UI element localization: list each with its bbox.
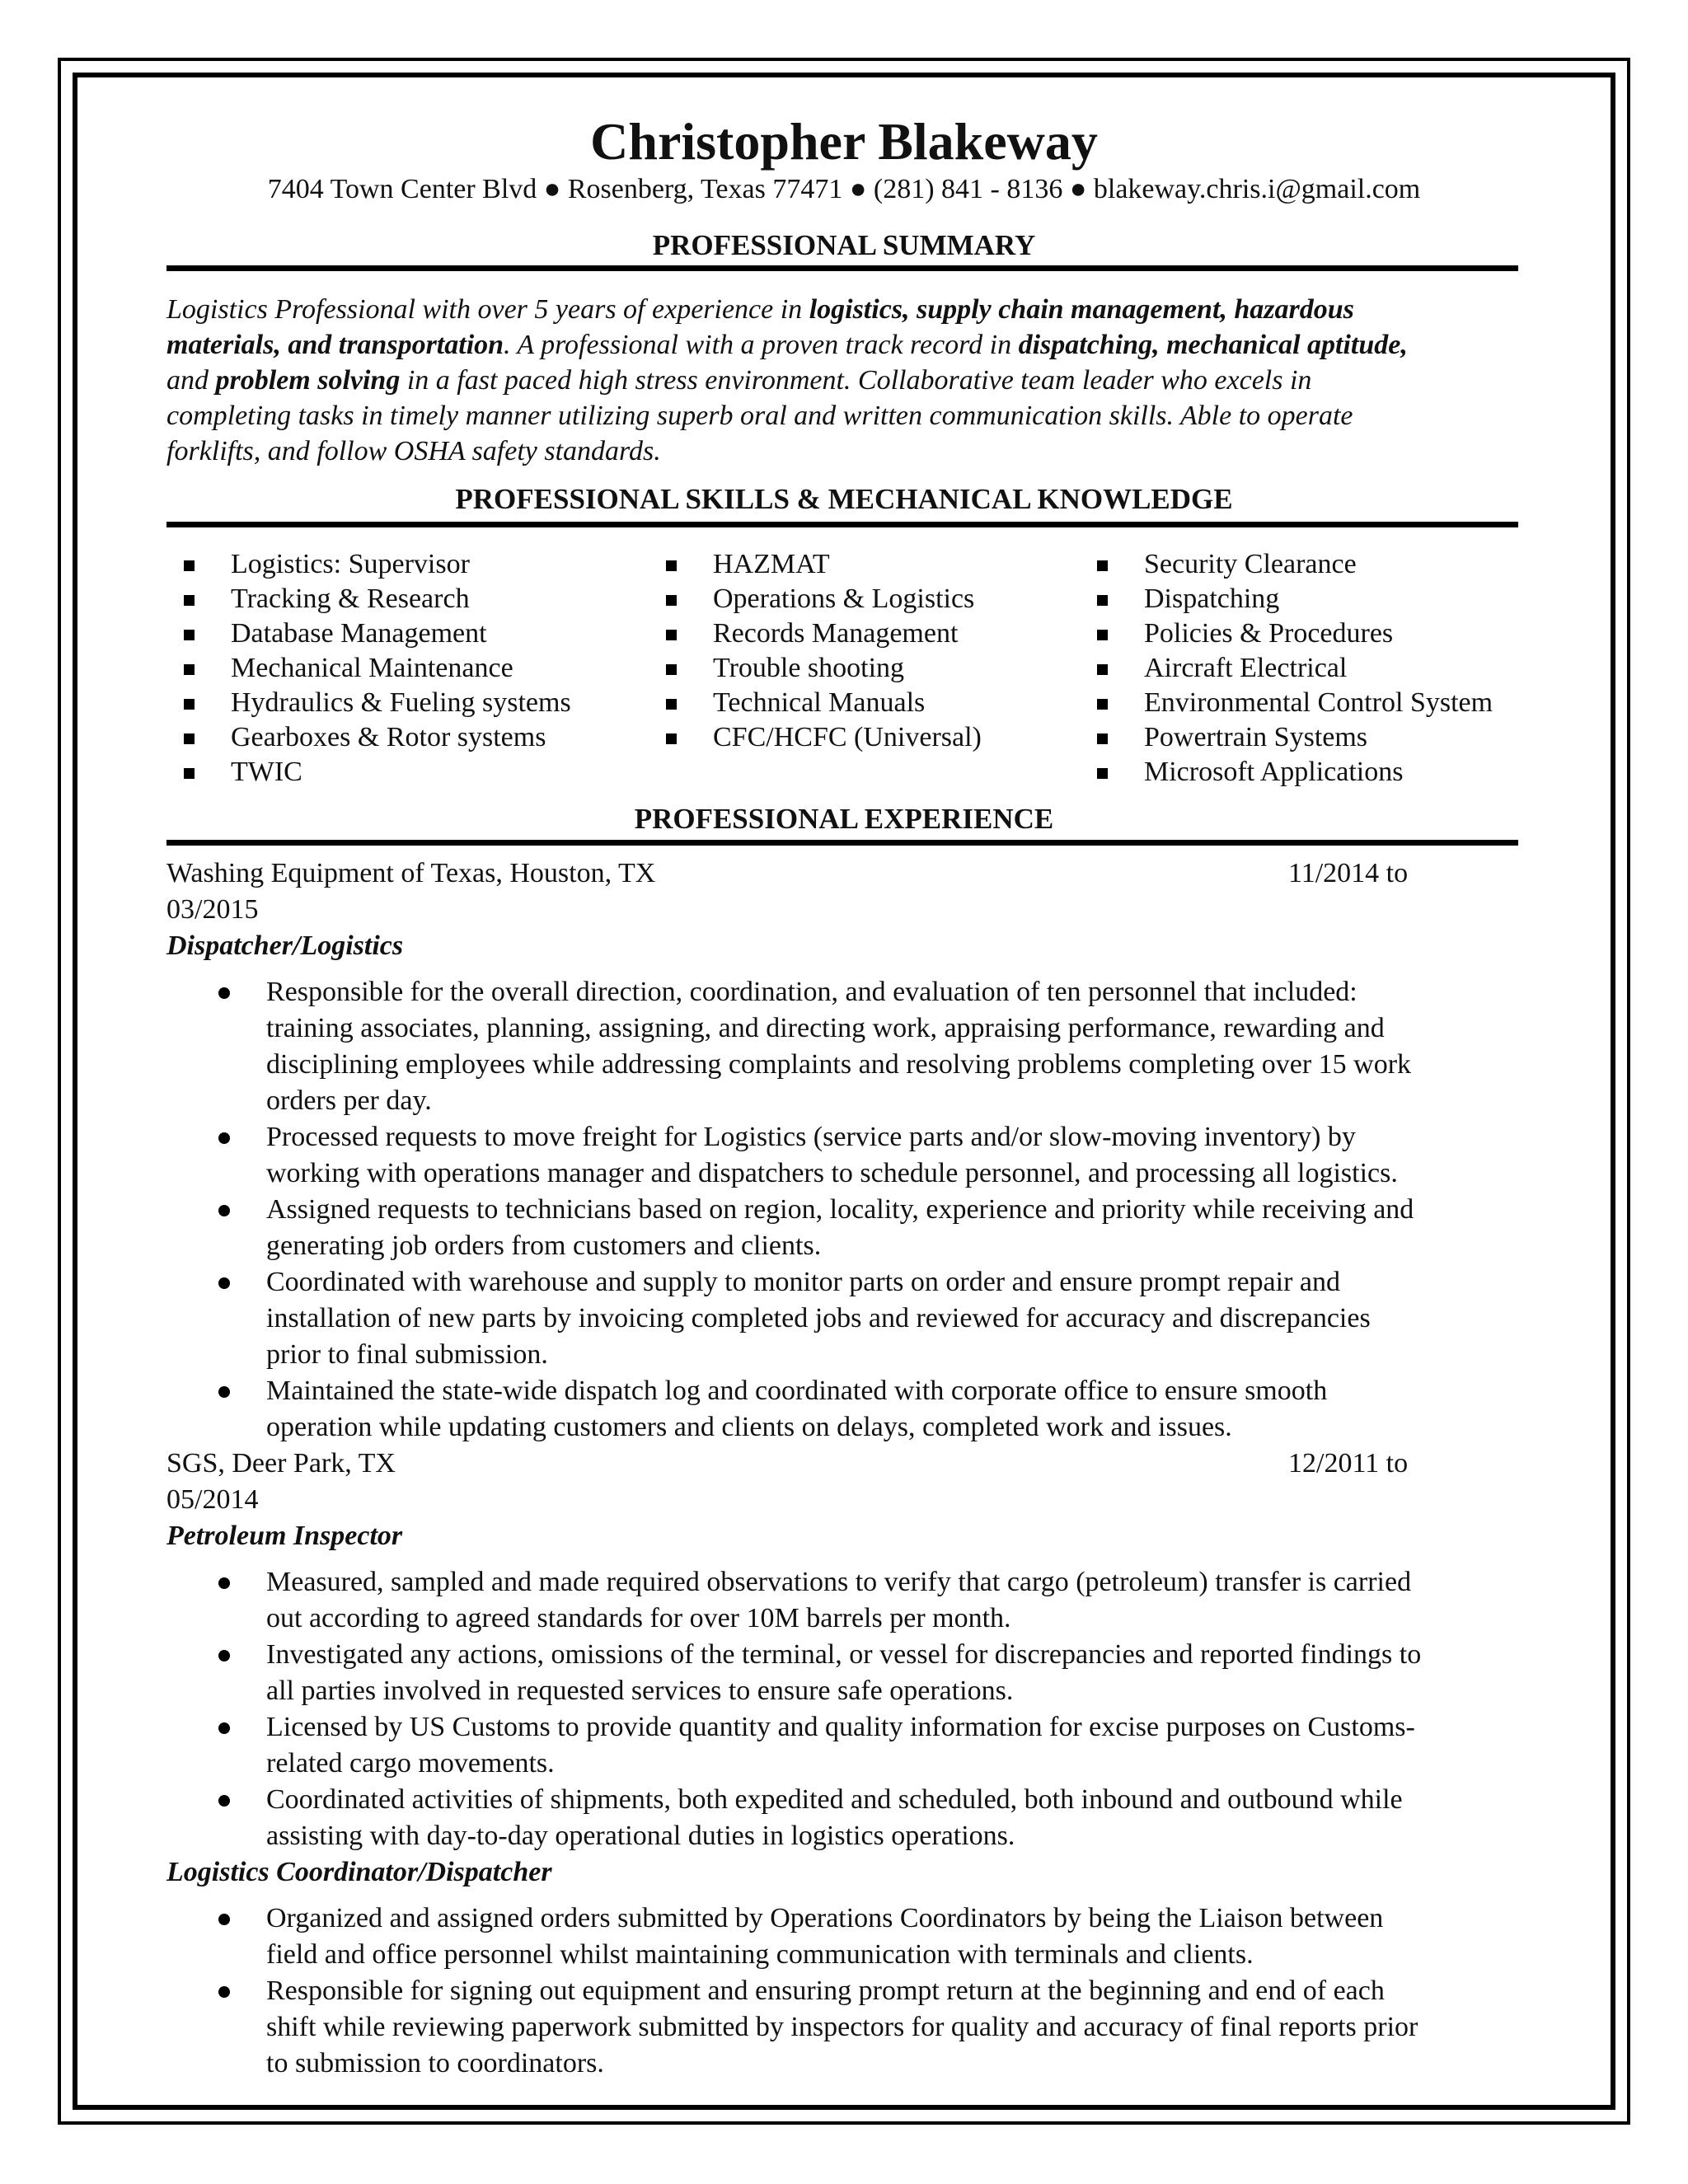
summary-keyword: materials, and transportation [166,330,504,360]
skill-item: Logistics: Supervisor [231,549,470,579]
bullet-line: Organized and assigned orders submitted by Operations Coordinators by being the Liaison between [266,1903,1384,1933]
experience-rule [166,840,1518,846]
skill-item: CFC/HCFC (Universal) [713,722,982,752]
date-range-start: 11/2014 to [1288,858,1409,888]
square-bullet-icon [666,733,677,744]
skill-item: Powertrain Systems [1144,722,1368,752]
skill-item: Environmental Control System [1144,687,1493,718]
summary-line [166,292,1518,327]
square-bullet-icon [1097,768,1108,779]
bullet-dot-icon [218,1577,230,1589]
skill-item: Trouble shooting [713,653,905,683]
skill-item: Tracking & Research [231,583,470,614]
date-range-start: 12/2011 to [1288,1448,1409,1479]
summary-text-run: and [166,365,216,396]
experience-bullet [266,1709,1415,1782]
square-bullet-icon [1097,595,1108,606]
experience-bullet [266,1564,1411,1637]
square-bullet-icon [666,595,677,606]
bullet-line: Coordinated with warehouse and supply to monitor parts on order and ensure prompt repair and [266,1267,1341,1297]
skill-item: Operations & Logistics [713,583,975,614]
summary-heading: PROFESSIONAL SUMMARY [652,229,1036,261]
bullet-line: generating job orders from customers and clients. [266,1230,822,1261]
summary-keyword: logistics, supply chain management, hazardous [809,294,1354,325]
bullet-line: installation of new parts by invoicing completed jobs and reviewed for accuracy and discrepancies [266,1303,1371,1333]
bullet-dot-icon [218,1386,230,1398]
skill-item: Records Management [713,618,959,649]
bullet-line: Investigated any actions, omissions of the terminal, or vessel for discrepancies and reported findings to [266,1639,1422,1670]
skill-item: Gearboxes & Rotor systems [231,722,546,752]
summary-line [166,327,1518,363]
bullet-line: disciplining employees while addressing complaints and resolving problems completing over 15 work [266,1049,1412,1080]
skill-item: Technical Manuals [713,687,926,718]
bullet-dot-icon [218,1205,230,1216]
summary-text-run: forklifts, and follow OSHA safety standards. [166,436,661,466]
experience-heading: PROFESSIONAL EXPERIENCE [634,803,1054,835]
bullet-line: Coordinated activities of shipments, both expedited and scheduled, both inbound and outbound while [266,1784,1403,1815]
square-bullet-icon [184,630,195,640]
square-bullet-icon [1097,630,1108,640]
summary-text-run: . A professional with a proven track record in [504,330,1019,360]
bullet-dot-icon [218,987,230,999]
bullet-dot-icon [218,1722,230,1734]
summary-keyword: problem solving [215,365,401,396]
skill-item: Policies & Procedures [1144,618,1394,649]
bullet-line: Responsible for the overall direction, coordination, and evaluation of ten personnel that included: [266,977,1357,1007]
skill-item: Dispatching [1144,583,1280,614]
skill-item: Security Clearance [1144,549,1357,579]
square-bullet-icon [184,768,195,779]
bullet-line: Measured, sampled and made required observations to verify that cargo (petroleum) transfer is carried [266,1567,1412,1597]
summary-text-run: Logistics Professional with over 5 years of experience in [166,294,809,325]
bullet-line: field and office personnel whilst maintaining communication with terminals and clients. [266,1939,1254,1970]
bullet-line: Licensed by US Customs to provide quantity and quality information for excise purposes on Customs- [266,1712,1415,1742]
bullet-line: training associates, planning, assigning, and directing work, appraising performance, rewarding and [266,1013,1385,1043]
skills-heading: PROFESSIONAL SKILLS & MECHANICAL KNOWLEDGE [455,483,1233,515]
bullet-dot-icon [218,1914,230,1925]
summary-text [166,292,1518,469]
bullet-line: shift while reviewing paperwork submitted by inspectors for quality and accuracy of final reports prior [266,2012,1418,2042]
bullet-line: related cargo movements. [266,1748,555,1779]
employer-line: SGS, Deer Park, TX [166,1448,396,1479]
bullet-dot-icon [218,1650,230,1661]
bullet-dot-icon [218,1795,230,1807]
experience-bullet [266,1900,1383,1973]
job-title: Dispatcher/Logistics [166,930,404,961]
square-bullet-icon [666,664,677,675]
bullet-line: prior to final submission. [266,1339,548,1370]
square-bullet-icon [666,699,677,710]
job-title: Petroleum Inspector [166,1521,403,1551]
skill-item: TWIC [231,757,302,787]
square-bullet-icon [666,630,677,640]
experience-bullet [266,1637,1421,1709]
employer-line: Washing Equipment of Texas, Houston, TX [166,858,656,888]
experience-bullet [266,974,1411,1119]
square-bullet-icon [184,664,195,675]
square-bullet-icon [184,595,195,606]
date-range-end: 03/2015 [166,894,259,925]
summary-text-run: completing tasks in timely manner utilizing superb oral and written communication skills. Able to operate [166,401,1353,431]
job-title: Logistics Coordinator/Dispatcher [166,1857,552,1887]
experience-bullet [266,1264,1371,1373]
experience-bullet [266,1119,1398,1192]
summary-keyword: dispatching, mechanical aptitude, [1018,330,1408,360]
square-bullet-icon [1097,699,1108,710]
experience-bullet [266,1782,1403,1854]
bullet-line: to submission to coordinators. [266,2048,604,2079]
skills-rule [166,522,1518,527]
contact-line: 7404 Town Center Blvd ● Rosenberg, Texas 77471 ● (281) 841 - 8136 ● blakeway.chris.i@gmail.com [267,174,1421,204]
square-bullet-icon [1097,560,1108,571]
bullet-line: all parties involved in requested services to ensure safe operations. [266,1675,1014,1706]
square-bullet-icon [666,560,677,571]
bullet-line: Maintained the state-wide dispatch log and coordinated with corporate office to ensure smooth [266,1376,1328,1406]
experience-bullet [266,1192,1414,1264]
skill-item: Microsoft Applications [1144,757,1404,787]
bullet-line: Processed requests to move freight for Logistics (service parts and/or slow-moving inventory) by [266,1122,1356,1152]
square-bullet-icon [1097,664,1108,675]
experience-bullet [266,1973,1418,2082]
skill-item: Hydraulics & Fueling systems [231,687,571,718]
summary-rule [166,265,1518,271]
skill-item: Aircraft Electrical [1144,653,1348,683]
skill-item: Database Management [231,618,487,649]
square-bullet-icon [184,699,195,710]
bullet-line: Assigned requests to technicians based on region, locality, experience and priority while receiving and [266,1194,1414,1225]
bullet-line: out according to agreed standards for over 10M barrels per month. [266,1603,1011,1633]
bullet-line: Responsible for signing out equipment and ensuring prompt return at the beginning and end of each [266,1975,1385,2006]
summary-line [166,398,1518,434]
bullet-line: working with operations manager and dispatchers to schedule personnel, and processing all logistics. [266,1158,1398,1188]
summary-text-run: in a fast paced high stress environment. Collaborative team leader who excels in [400,365,1312,396]
bullet-line: assisting with day-to-day operational duties in logistics operations. [266,1821,1015,1851]
bullet-line: operation while updating customers and clients on delays, completed work and issues. [266,1412,1232,1442]
bullet-dot-icon [218,1986,230,1998]
bullet-dot-icon [218,1277,230,1289]
bullet-dot-icon [218,1132,230,1144]
square-bullet-icon [184,733,195,744]
summary-line [166,363,1518,398]
square-bullet-icon [1097,733,1108,744]
square-bullet-icon [184,560,195,571]
skill-item: HAZMAT [713,549,830,579]
bullet-line: orders per day. [266,1085,432,1116]
experience-bullet [266,1373,1327,1446]
summary-line [166,434,1518,469]
skill-item: Mechanical Maintenance [231,653,513,683]
date-range-end: 05/2014 [166,1484,259,1515]
candidate-name: Christopher Blakeway [590,112,1098,171]
